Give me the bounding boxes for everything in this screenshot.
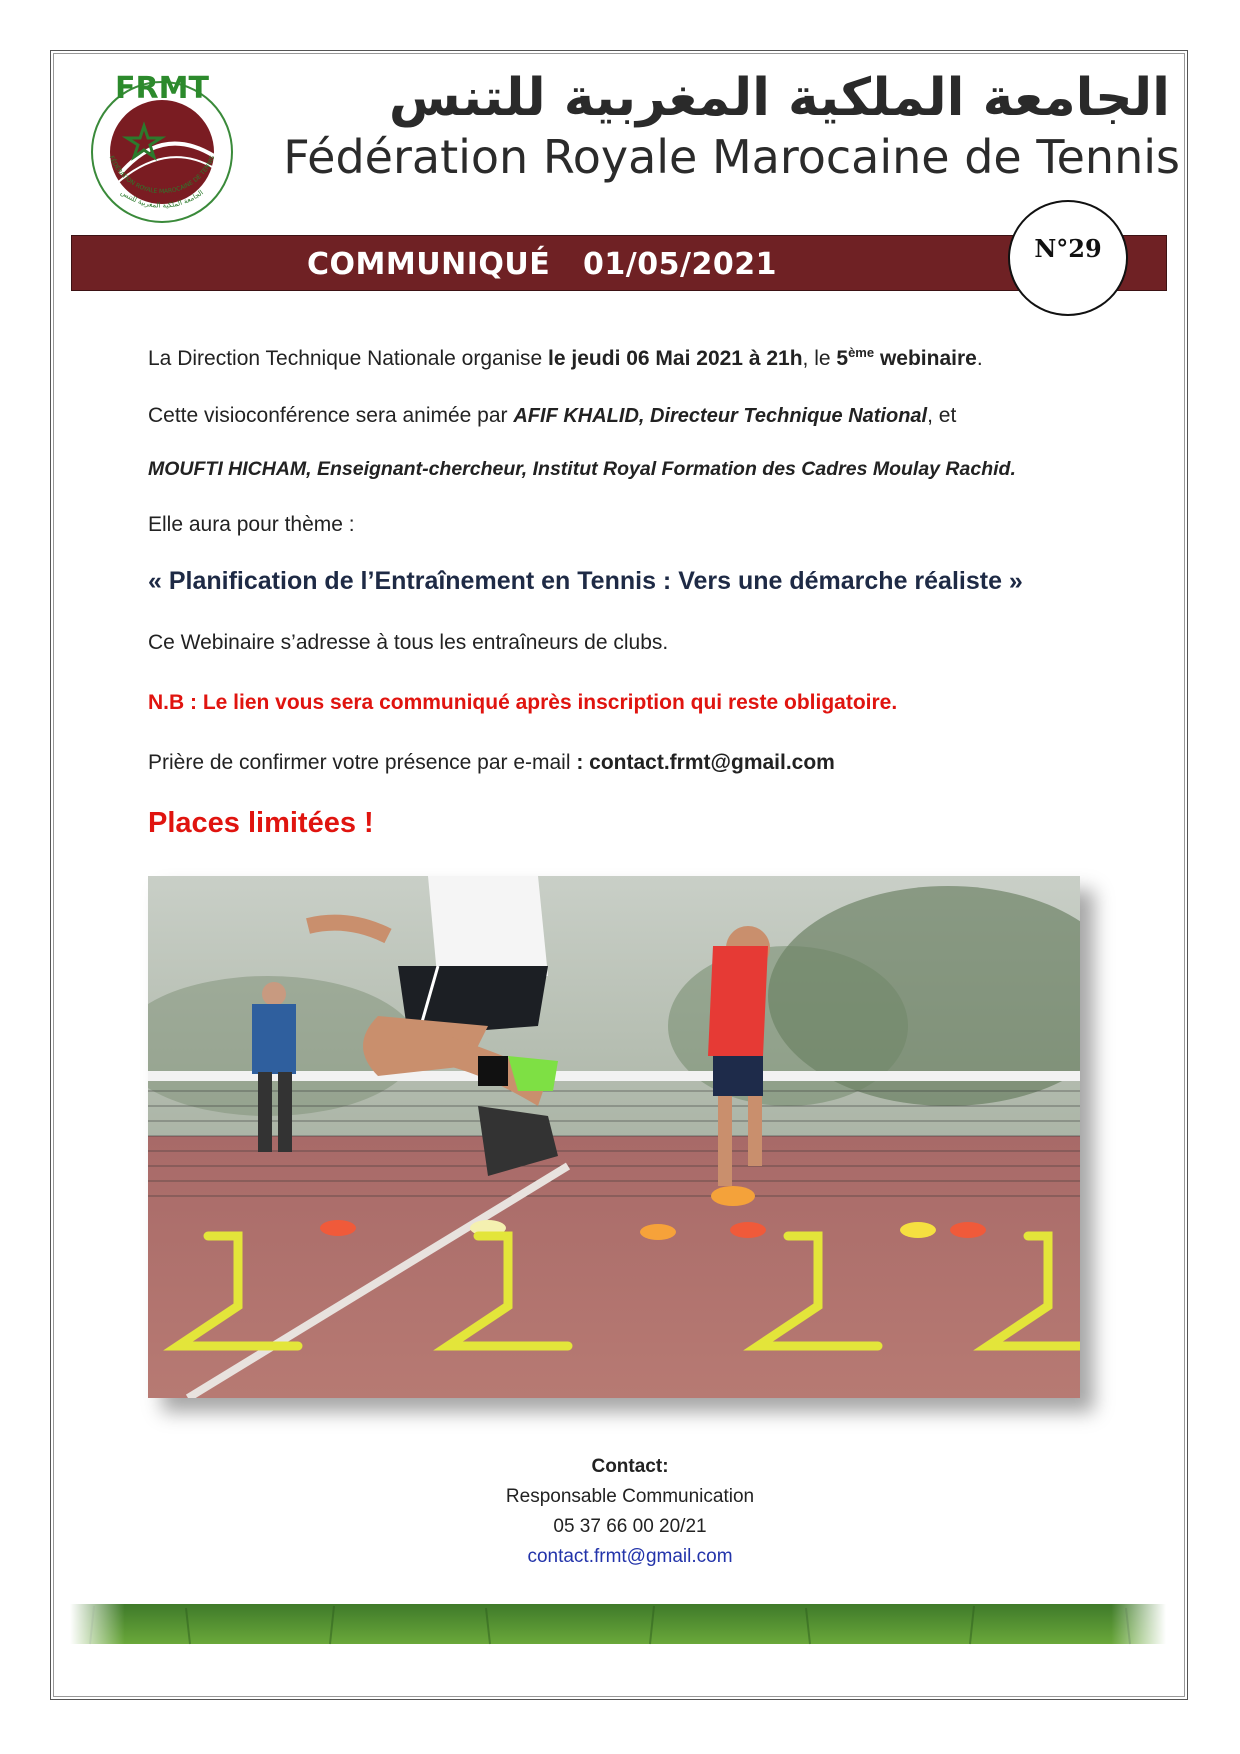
paragraph-theme-intro: Elle aura pour thème : (148, 513, 355, 536)
paragraph-host (148, 403, 956, 428)
intro-ordinal-suffix: ème (848, 345, 875, 360)
host-suffix: , et (927, 404, 957, 427)
paragraph-confirm (148, 750, 835, 775)
paragraph-audience: Ce Webinaire s’adresse à tous les entraîneurs de clubs. (148, 631, 669, 654)
communique-number (1008, 200, 1128, 316)
logo-ring-arabic: الجامعة الملكية المغربية للتنس (119, 188, 205, 210)
communique-number-text: N°29 (1034, 233, 1102, 263)
host-text: Cette visioconférence sera animée par (148, 404, 514, 427)
confirm-email[interactable]: : contact.frmt@gmail.com (576, 751, 835, 774)
intro-text: La Direction Technique Nationale organise (148, 347, 549, 370)
confirm-text: Prière de confirmer votre présence par e-mail (148, 751, 577, 774)
grass-strip (70, 1600, 1166, 1648)
places-limited: Places limitées ! (148, 807, 374, 839)
contact-block (430, 1452, 830, 1572)
contact-email-link[interactable]: contact.frmt@gmail.com (527, 1546, 733, 1567)
host-name: AFIF KHALID, Directeur Technique National (513, 405, 928, 427)
federation-title: Fédération Royale Marocaine de Tennis (283, 130, 1180, 184)
tennis-training-photo (148, 876, 1080, 1398)
arabic-title: الجامعة الملكية المغربية للتنس (388, 68, 1170, 128)
frmt-logo (86, 64, 238, 224)
intro-period: . (976, 347, 983, 370)
intro-sep: , le (802, 347, 837, 370)
nota-bene: N.B : Le lien vous sera communiqué après inscription qui reste obligatoire. (148, 691, 898, 714)
intro-date: le jeudi 06 Mai 2021 à 21h (548, 347, 803, 370)
communique-title: COMMUNIQUÉ 01/05/2021 (307, 247, 777, 282)
intro-ordinal: 5 (836, 347, 849, 370)
contact-heading: Contact: (591, 1456, 669, 1477)
contact-role: Responsable Communication (505, 1486, 755, 1507)
paragraph-intro (148, 345, 983, 371)
contact-phone: 05 37 66 00 20/21 (553, 1516, 707, 1537)
logo-text: FRMT (115, 71, 209, 106)
paragraph-cohost: MOUFTI HICHAM, Enseignant-chercheur, Institut Royal Formation des Cadres Moulay Rachid. (148, 458, 1016, 480)
webinar-theme: « Planification de l’Entraînement en Tennis : Vers une démarche réaliste » (148, 567, 1023, 595)
logo-ring-text: FÉDÉRATION ROYALE MAROCAINE DE TENNIS (107, 154, 217, 196)
communique-banner (71, 235, 1167, 291)
intro-webinaire: webinaire (874, 347, 977, 370)
